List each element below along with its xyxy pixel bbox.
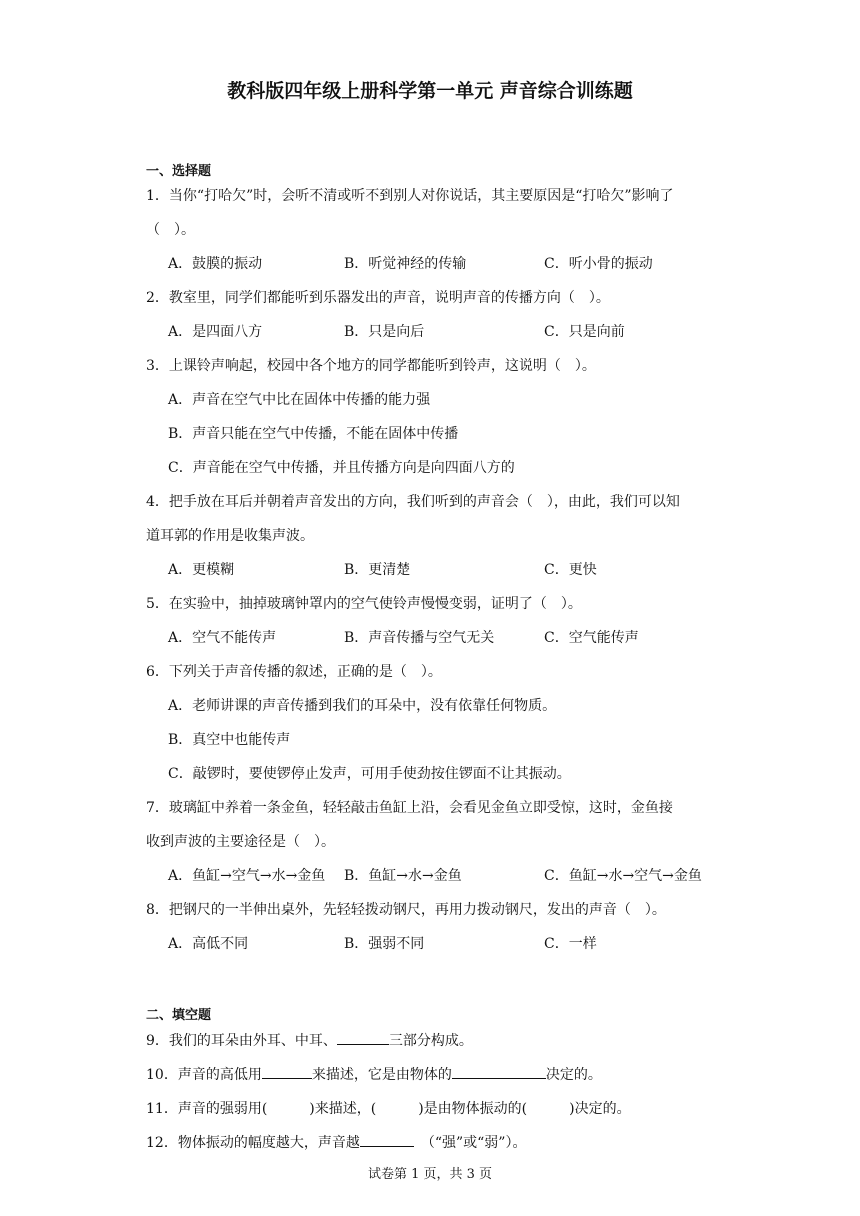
option-b: B．更清楚 [344, 562, 411, 578]
question-6-line-1: 6．下列关于声音传播的叙述，正确的是（ ）。 [146, 664, 442, 680]
question-7-line-1: 7．玻璃缸中养着一条金鱼，轻轻敲击鱼缸上沿，会看见金鱼立即受惊，这时，金鱼接 [146, 800, 673, 816]
question-7-line-2: 收到声波的主要途径是（ ）。 [146, 834, 335, 850]
section-fill-heading: 二、填空题 [146, 1008, 212, 1023]
question-8-line-1: 8．把钢尺的一半伸出桌外，先轻轻拨动钢尺，再用力拨动钢尺，发出的声音（ ）。 [146, 902, 666, 918]
question-1-line-1: 1．当你“打哈欠”时，会听不清或听不到别人对你说话，其主要原因是“打哈欠”影响了 [146, 188, 674, 204]
option-a: A．高低不同 [168, 936, 249, 952]
fill-question-11: 11．声音的强弱用( )来描述，( )是由物体振动的( )决定的。 [146, 1101, 631, 1117]
page-footer: 试卷第 1 页，共 3 页 [367, 1167, 493, 1182]
option-c: C．听小骨的振动 [544, 256, 653, 272]
fill-question-12-suffix: （“强”或“弱”）。 [413, 1135, 527, 1151]
fill-question-10-prefix: 10．声音的高低用 [146, 1067, 262, 1083]
option-a: A．鱼缸→空气→水→金鱼 [168, 868, 326, 884]
option-b: B．鱼缸→水→金鱼 [344, 868, 462, 884]
answer-blank[interactable] [452, 1064, 546, 1079]
option-a: A．鼓膜的振动 [168, 256, 263, 272]
option-b: B．只是向后 [344, 324, 425, 340]
fill-question-10-suffix: 决定的。 [545, 1067, 602, 1083]
option-c: C．更快 [544, 562, 597, 578]
answer-blank[interactable] [360, 1132, 414, 1147]
question-3-option-a: A．声音在空气中比在固体中传播的能力强 [168, 392, 431, 408]
option-a: A．是四面八方 [168, 324, 263, 340]
question-6-option-a: A．老师讲课的声音传播到我们的耳朵中，没有依靠任何物质。 [168, 698, 557, 714]
option-c: C．一样 [544, 936, 597, 952]
question-6-option-c: C．敲锣时，要使锣停止发声，可用手使劲按住锣面不让其振动。 [168, 766, 571, 782]
answer-blank[interactable] [337, 1030, 389, 1045]
fill-question-9-suffix: 三部分构成。 [388, 1033, 473, 1049]
option-b: B．听觉神经的传输 [344, 256, 467, 272]
question-3-option-c: C．声音能在空气中传播，并且传播方向是向四面八方的 [168, 460, 515, 476]
option-a: A．空气不能传声 [168, 630, 277, 646]
question-3-option-b: B．声音只能在空气中传播，不能在固体中传播 [168, 426, 459, 442]
fill-question-10 [146, 1064, 602, 1084]
section-choice-heading: 一、选择题 [146, 164, 212, 179]
option-b: B．声音传播与空气无关 [344, 630, 495, 646]
page-title: 教科版四年级上册科学第一单元 声音综合训练题 [227, 80, 633, 102]
question-4-line-2: 道耳郭的作用是收集声波。 [146, 528, 314, 544]
question-5-line-1: 5．在实验中，抽掉玻璃钟罩内的空气使铃声慢慢变弱，证明了（ ）。 [146, 596, 582, 612]
fill-question-12-prefix: 12．物体振动的幅度越大，声音越 [146, 1135, 360, 1151]
question-1-line-2: （ ）。 [146, 222, 195, 238]
option-c: C．只是向前 [544, 324, 625, 340]
fill-question-9 [146, 1030, 473, 1050]
option-a: A．更模糊 [168, 562, 235, 578]
option-c: C．鱼缸→水→空气→金鱼 [544, 868, 702, 884]
question-4-line-1: 4．把手放在耳后并朝着声音发出的方向，我们听到的声音会（ ），由此，我们可以知 [146, 494, 680, 510]
question-2-line-1: 2．教室里，同学们都能听到乐器发出的声音，说明声音的传播方向（ ）。 [146, 290, 610, 306]
fill-question-10-middle: 来描述，它是由物体的 [311, 1067, 452, 1083]
answer-blank[interactable] [262, 1064, 312, 1079]
fill-question-12 [146, 1132, 526, 1152]
question-6-option-b: B．真空中也能传声 [168, 732, 291, 748]
option-c: C．空气能传声 [544, 630, 639, 646]
fill-question-9-prefix: 9．我们的耳朵由外耳、中耳、 [146, 1033, 337, 1049]
question-3-line-1: 3．上课铃声响起，校园中各个地方的同学都能听到铃声，这说明（ ）。 [146, 358, 596, 374]
option-b: B．强弱不同 [344, 936, 425, 952]
